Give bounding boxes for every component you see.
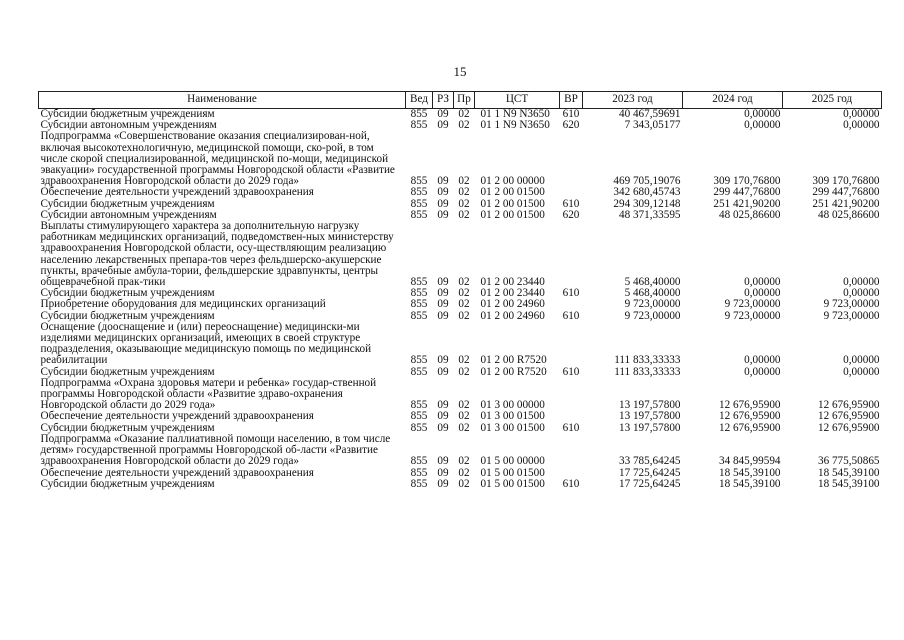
cell-ved: 855 (410, 399, 428, 412)
cell-2025: 299 447,76800 (812, 186, 880, 199)
cell-name: Приобретение оборудования для медицинских организаций (40, 298, 326, 311)
cell-name: Обеспечение деятельности учреждений здравоохранения (40, 410, 314, 423)
cell-ved: 855 (410, 108, 428, 120)
cell-2023: 13 197,57800 (618, 410, 681, 423)
cell-ved: 855 (410, 175, 428, 188)
cell-2024: 18 545,39100 (718, 477, 781, 490)
header-ved: Вед (406, 92, 433, 109)
cell-2024: 0,00000 (744, 108, 781, 120)
cell-rz: 09 (437, 477, 449, 490)
cell-rz: 09 (437, 421, 449, 434)
cell-2024: 0,00000 (744, 365, 781, 378)
cell-2024: 0,00000 (744, 119, 781, 132)
cell-pr: 02 (458, 354, 470, 367)
cell-2023: 294 309,12148 (613, 197, 681, 210)
table-row (39, 131, 882, 187)
cell-2025: 12 676,95900 (817, 399, 880, 412)
header-pr: Пр (454, 92, 475, 109)
header-cst: ЦСТ (475, 92, 560, 109)
cell-cst: 01 1 N9 N3650 (480, 108, 550, 120)
header-name: Наименование (39, 92, 406, 109)
cell-ved: 855 (410, 365, 428, 378)
cell-pr: 02 (458, 466, 470, 479)
cell-2025: 251 421,90200 (812, 197, 880, 210)
header-vr: ВР (560, 92, 583, 109)
cell-pr: 02 (458, 410, 470, 423)
cell-pr: 02 (458, 287, 470, 300)
cell-2025: 309 170,76800 (812, 175, 880, 188)
cell-2023: 17 725,64245 (618, 466, 681, 479)
table-row (39, 378, 882, 412)
cell-vr: 610 (562, 309, 580, 322)
cell-2024: 48 025,86600 (718, 208, 781, 221)
cell-2023: 48 371,33595 (618, 208, 681, 221)
cell-2025: 0,00000 (843, 276, 880, 289)
cell-2025: 18 545,39100 (817, 477, 880, 490)
table-row (39, 411, 882, 422)
cell-name: Выплаты стимулирующего характера за дополнительную нагрузку работникам медицинских организаций, подведомствен-ных министерству здравоохранения Новгородской области, осу-ществляющим реализацию населению лекарственных препара-тов через фельдшерско-акушерские пункты, врачебные амбула-тории, фельдшерские здравпункты, центры общеврачебной прак-тики (40, 220, 394, 289)
cell-name: Оснащение (дооснащение и (или) переоснащение) медицински-ми изделиями медицинских организаций, имеющих в своей структуре подразделения, оказывающие медицинскую помощь по медицинской реабилитации (40, 320, 372, 367)
cell-pr: 02 (458, 399, 470, 412)
table-body (39, 109, 882, 490)
cell-2023: 40 467,59691 (618, 108, 681, 120)
cell-cst: 01 1 N9 N3650 (480, 119, 550, 132)
cell-2025: 48 025,86600 (817, 208, 880, 221)
cell-2024: 251 421,90200 (713, 197, 781, 210)
table-row (39, 434, 882, 468)
cell-name: Обеспечение деятельности учреждений здравоохранения (40, 466, 314, 479)
cell-cst: 01 2 00 R7520 (480, 365, 547, 378)
cell-cst: 01 3 00 00000 (480, 399, 545, 412)
header-2023: 2023 год (583, 92, 683, 109)
cell-ved: 855 (410, 208, 428, 221)
cell-ved: 855 (410, 298, 428, 311)
cell-2023: 342 680,45743 (613, 186, 681, 199)
cell-rz: 09 (437, 354, 449, 367)
header-2024: 2024 год (683, 92, 783, 109)
cell-cst: 01 5 00 01500 (480, 477, 545, 490)
cell-cst: 01 5 00 00000 (480, 455, 545, 468)
cell-2023: 13 197,57800 (618, 399, 681, 412)
cell-2024: 9 723,00000 (724, 298, 781, 311)
cell-2023: 9 723,00000 (624, 298, 681, 311)
cell-rz: 09 (437, 298, 449, 311)
cell-ved: 855 (410, 309, 428, 322)
cell-pr: 02 (458, 119, 470, 132)
cell-ved: 855 (410, 410, 428, 423)
cell-ved: 855 (410, 119, 428, 132)
cell-rz: 09 (437, 466, 449, 479)
header-rz: РЗ (433, 92, 454, 109)
cell-name: Подпрограмма «Оказание паллиативной помощи населению, в том числе детям» государственной программы Новгородской об-ласти «Развитие здравоохранения Новгородской области до 2029 года» (40, 432, 391, 468)
cell-cst: 01 5 00 01500 (480, 466, 545, 479)
cell-2023: 5 468,40000 (624, 287, 681, 300)
page-number: 15 (453, 64, 467, 79)
table-row (39, 479, 882, 490)
cell-vr (560, 378, 583, 412)
cell-vr: 620 (562, 208, 580, 221)
cell-cst: 01 3 00 01500 (480, 421, 545, 434)
cell-name: Субсидии бюджетным учреждениям (40, 421, 215, 434)
cell-rz: 09 (437, 119, 449, 132)
cell-2024: 12 676,95900 (718, 421, 781, 434)
table-row (39, 221, 882, 288)
cell-name: Субсидии бюджетным учреждениям (40, 197, 215, 210)
cell-name: Подпрограмма «Охрана здоровья матери и ребенка» государ-ственной программы Новгородской области «Развитие здраво-охранения Новгородской области до 2029 года» (40, 376, 377, 412)
cell-pr: 02 (458, 365, 470, 378)
cell-2024: 9 723,00000 (724, 309, 781, 322)
cell-rz: 09 (437, 175, 449, 188)
cell-2024: 34 845,99594 (718, 455, 781, 468)
cell-2025: 0,00000 (843, 119, 880, 132)
cell-2023: 13 197,57800 (618, 421, 681, 434)
cell-ved: 855 (410, 466, 428, 479)
cell-rz: 09 (437, 197, 449, 210)
table-header-row (39, 92, 882, 109)
cell-name: Субсидии бюджетным учреждениям (40, 365, 215, 378)
cell-2023: 469 705,19076 (613, 175, 681, 188)
cell-2025: 0,00000 (843, 108, 880, 120)
cell-ved: 855 (410, 186, 428, 199)
budget-table (38, 91, 882, 490)
cell-pr: 02 (458, 175, 470, 188)
cell-rz: 09 (437, 455, 449, 468)
cell-cst: 01 3 00 01500 (480, 410, 545, 423)
cell-2025: 18 545,39100 (817, 466, 880, 479)
cell-pr: 02 (458, 477, 470, 490)
header-2025: 2025 год (783, 92, 882, 109)
cell-2023: 7 343,05177 (624, 119, 681, 132)
cell-2024: 12 676,95900 (718, 410, 781, 423)
cell-pr: 02 (458, 309, 470, 322)
cell-2024: 0,00000 (744, 354, 781, 367)
table-row (39, 187, 882, 198)
cell-cst: 01 2 00 23440 (480, 287, 545, 300)
cell-name: Субсидии бюджетным учреждениям (40, 309, 215, 322)
cell-2025: 36 775,50865 (817, 455, 880, 468)
cell-vr: 610 (562, 477, 580, 490)
cell-ved: 855 (410, 287, 428, 300)
cell-cst: 01 2 00 23440 (480, 276, 545, 289)
cell-ved: 855 (410, 197, 428, 210)
cell-rz: 09 (437, 186, 449, 199)
cell-pr: 02 (458, 276, 470, 289)
cell-rz: 09 (437, 309, 449, 322)
cell-2024: 0,00000 (744, 276, 781, 289)
cell-rz: 09 (437, 399, 449, 412)
cell-vr (560, 221, 583, 288)
cell-vr (560, 411, 583, 422)
cell-cst: 01 2 00 01500 (480, 197, 545, 210)
cell-vr (560, 322, 583, 367)
cell-2025: 0,00000 (843, 287, 880, 300)
cell-2025: 9 723,00000 (823, 309, 880, 322)
cell-2024: 18 545,39100 (718, 466, 781, 479)
cell-rz: 09 (437, 410, 449, 423)
cell-vr: 620 (562, 119, 580, 132)
cell-2025: 12 676,95900 (817, 410, 880, 423)
cell-vr: 610 (562, 365, 580, 378)
cell-2024: 0,00000 (744, 287, 781, 300)
cell-2024: 299 447,76800 (713, 186, 781, 199)
cell-rz: 09 (437, 365, 449, 378)
cell-2023: 111 833,33333 (614, 354, 681, 367)
cell-vr: 610 (562, 197, 580, 210)
cell-name: Субсидии бюджетным учреждениям (40, 477, 215, 490)
cell-pr: 02 (458, 108, 470, 120)
cell-name: Обеспечение деятельности учреждений здравоохранения (40, 186, 314, 199)
cell-rz: 09 (437, 208, 449, 221)
cell-pr: 02 (458, 186, 470, 199)
cell-pr: 02 (458, 421, 470, 434)
cell-vr: 610 (562, 108, 580, 120)
cell-name: Субсидии бюджетным учреждениям (40, 108, 215, 120)
cell-2025: 0,00000 (843, 354, 880, 367)
cell-ved: 855 (410, 354, 428, 367)
cell-vr (560, 187, 583, 198)
cell-cst: 01 2 00 01500 (480, 186, 545, 199)
cell-2023: 17 725,64245 (618, 477, 681, 490)
cell-pr: 02 (458, 197, 470, 210)
cell-2023: 5 468,40000 (624, 276, 681, 289)
cell-cst: 01 2 00 24960 (480, 298, 545, 311)
cell-cst: 01 2 00 24960 (480, 309, 545, 322)
cell-cst: 01 2 00 00000 (480, 175, 545, 188)
cell-vr (560, 131, 583, 187)
cell-2024: 309 170,76800 (713, 175, 781, 188)
cell-ved: 855 (410, 276, 428, 289)
cell-pr: 02 (458, 208, 470, 221)
cell-cst: 01 2 00 01500 (480, 208, 545, 221)
cell-rz: 09 (437, 287, 449, 300)
cell-ved: 855 (410, 477, 428, 490)
table-row (39, 299, 882, 310)
cell-rz: 09 (437, 108, 449, 120)
cell-name: Подпрограмма «Совершенствование оказания специализирован-ной, включая высокотехнологичную, медицинской помощи, ско-рой, в том числе скорой специализированной, медицинской по-мощи, медицинской эвакуации» государственной программы Новгородской области «Развитие здравоохранения Новгородской области до 2029 года» (40, 130, 395, 188)
cell-2025: 0,00000 (843, 365, 880, 378)
cell-pr: 02 (458, 298, 470, 311)
cell-2023: 9 723,00000 (624, 309, 681, 322)
cell-ved: 855 (410, 455, 428, 468)
table-row (39, 322, 882, 367)
cell-vr: 610 (562, 287, 580, 300)
cell-2024: 12 676,95900 (718, 399, 781, 412)
cell-pr: 02 (458, 455, 470, 468)
cell-name: Субсидии автономным учреждениям (40, 208, 217, 221)
cell-vr: 610 (562, 421, 580, 434)
cell-2025: 12 676,95900 (817, 421, 880, 434)
cell-ved: 855 (410, 421, 428, 434)
cell-cst: 01 2 00 R7520 (480, 354, 547, 367)
cell-name: Субсидии автономным учреждениям (40, 119, 217, 132)
cell-name: Субсидии бюджетным учреждениям (40, 287, 215, 300)
cell-2023: 111 833,33333 (614, 365, 681, 378)
cell-2025: 9 723,00000 (823, 298, 880, 311)
cell-rz: 09 (437, 276, 449, 289)
cell-2023: 33 785,64245 (618, 455, 681, 468)
cell-vr (560, 299, 583, 310)
cell-vr (560, 434, 583, 468)
